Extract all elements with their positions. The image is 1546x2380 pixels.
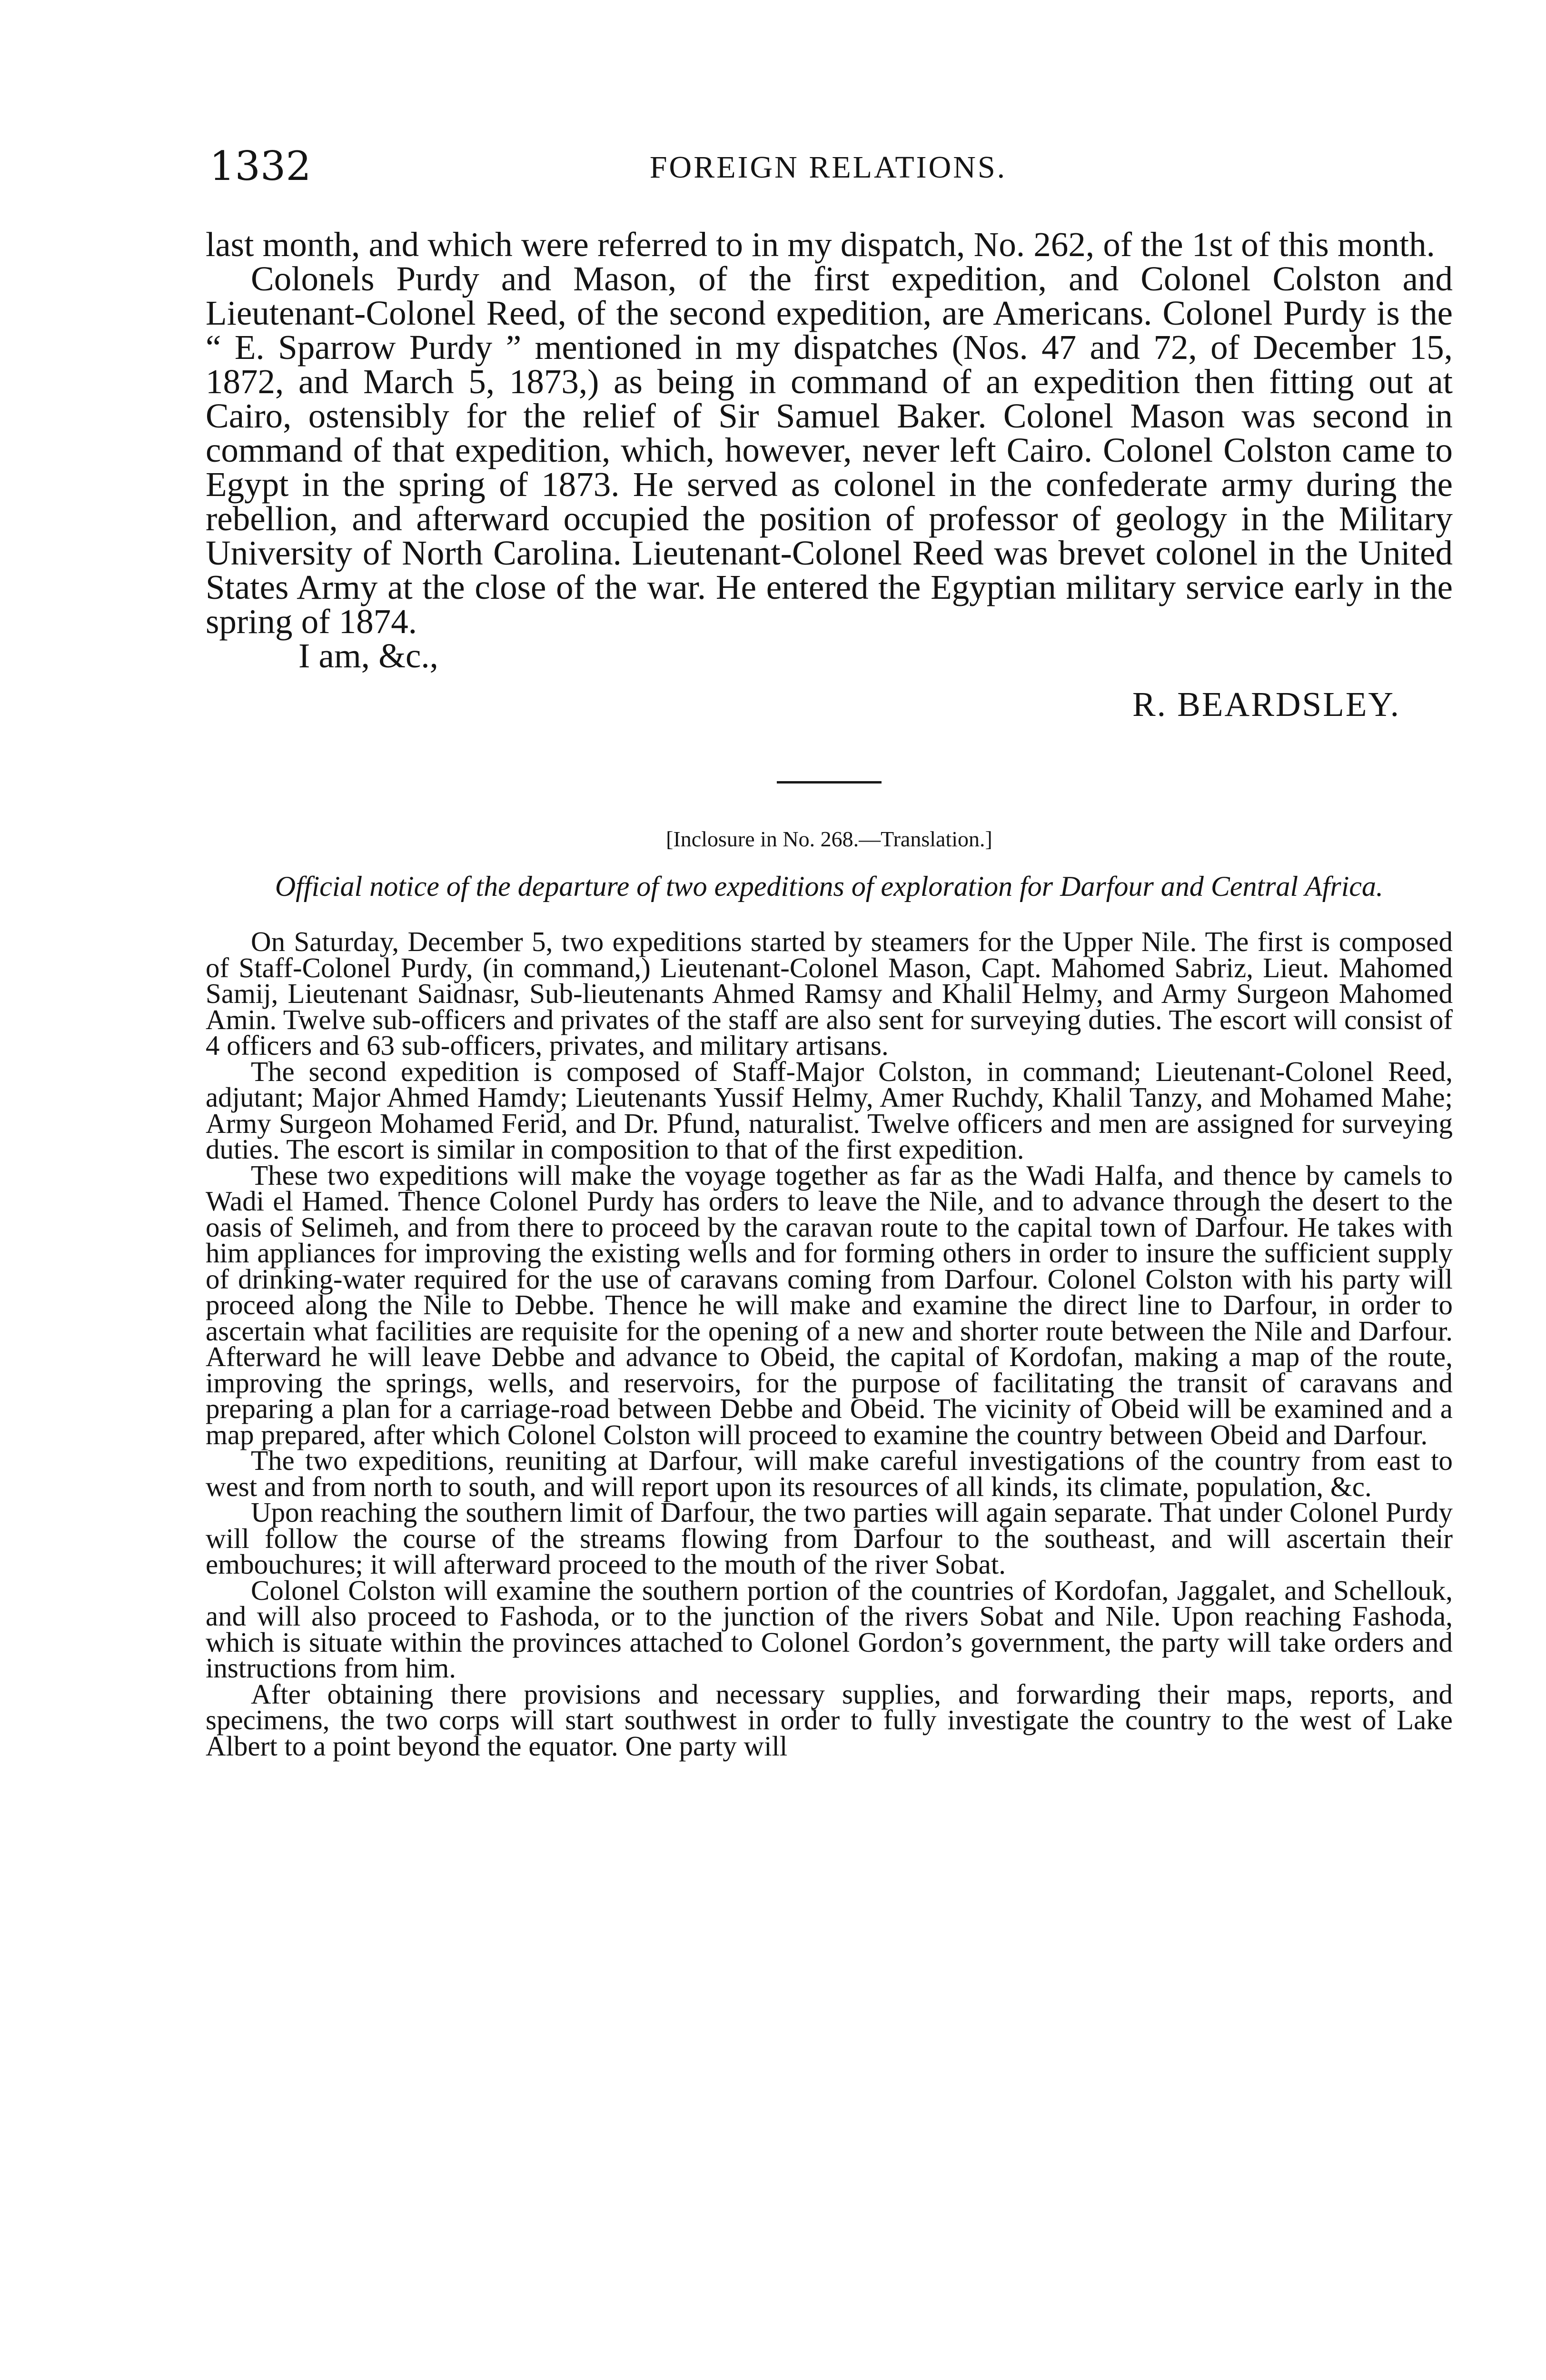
section-divider: [777, 781, 882, 783]
letter-paragraph: Colonels Purdy and Mason, of the first expedition, and Colonel Colston and Lieutenant-Colonel Reed, of the second expedition, are Americans. Colonel Purdy is the “ E. Sparrow Purdy ” mentioned in my dispatches (Nos. 47 and 72, of December 15, 1872, and March 5, 1873,) as being in command of an expedition then fitting out at Cairo, ostensibly for the relief of Sir Samuel Baker. Colonel Mason was second in command of that expedition, which, however, never left Cairo. Colonel Colston came to Egypt in the spring of 1873. He served as colonel in the confederate army during the rebellion, and afterward occupied the position of professor of geology in the Military University of North Carolina. Lieutenant-Colonel Reed was brevet colonel in the United States Army at the close of the war. He entered the Egyptian military service early in the spring of 1874.: [206, 259, 1453, 641]
letter: [206, 225, 1453, 724]
page-body: [206, 225, 1453, 1762]
notice-paragraph: The two expeditions, reuniting at Darfour, will make careful investigations of the country from east to west and from north to south, and will report upon its resources of all kinds, its climate, population, &c.: [206, 1445, 1453, 1502]
letter-paragraph-continued: last month, and which were referred to in my dispatch, No. 262, of the 1st of this month.: [206, 225, 1435, 264]
enclosure-label: [Inclosure in No. 268.—Translation.]: [666, 827, 992, 851]
page-number: 1332: [209, 143, 311, 189]
enclosure: [206, 826, 1453, 1762]
signature: R. BEARDSLEY.: [1132, 685, 1400, 724]
notice-paragraph: Upon reaching the southern limit of Darfour, the two parties will again separate. That under Colonel Purdy will follow the course of the streams flowing from Darfour to the southeast, and will ascertain their embouchures; it will afterward proceed to the mouth of the river Sobat.: [206, 1497, 1453, 1580]
notice-paragraph: On Saturday, December 5, two expeditions started by steamers for the Upper Nile. The first is composed of Staff-Colonel Purdy, (in command,) Lieutenant-Colonel Mason, Capt. Mahomed Sabriz, Lieut. Mahomed Samij, Lieutenant Saidnasr, Sub-lieutenants Ahmed Ramsy and Khalil Helmy, and Army Surgeon Mahomed Amin. Twelve sub-officers and privates of the staff are also sent for surveying duties. The escort will consist of 4 officers and 63 sub-officers, privates, and military artisans.: [206, 926, 1453, 1061]
notice-paragraph: The second expedition is composed of Staff-Major Colston, in command; Lieutenant-Colonel Reed, adjutant; Major Ahmed Hamdy; Lieutenants Yussif Helmy, Amer Ruchdy, Khalil Tanzy, and Mohamed Mahe; Army Surgeon Mohamed Ferid, and Dr. Pfund, naturalist. Twelve officers and men are assigned for surveying duties. The escort is similar in composition to that of the first expedition.: [206, 1055, 1453, 1165]
notice-paragraph: Colonel Colston will examine the southern portion of the countries of Kordofan, Jaggalet, and Schellouk, and will also proceed to Fashoda, or to the junction of the rivers Sobat and Nile. Upon reaching Fashoda, which is situate within the provinces attached to Colonel Gordon’s government, the party will take orders and instructions from him.: [206, 1574, 1453, 1684]
letter-closing: I am, &c.,: [298, 636, 438, 675]
running-head: FOREIGN RELATIONS.: [649, 150, 1007, 185]
notice-title: Official notice of the departure of two expeditions of exploration for Darfour and Central Africa.: [275, 871, 1384, 902]
notice-paragraph: After obtaining there provisions and necessary supplies, and forwarding their maps, reports, and specimens, the two corps will start southwest in order to fully investigate the country to the west of Lake Albert to a point beyond the equator. One party will: [206, 1678, 1453, 1762]
page-header: [209, 143, 1447, 200]
notice-paragraph: These two expeditions will make the voyage together as far as the Wadi Halfa, and thence by camels to Wadi el Hamed. Thence Colonel Purdy has orders to leave the Nile, and to advance through the desert to the oasis of Selimeh, and from there to proceed by the caravan route to the capital town of Darfour. He takes with him appliances for improving the existing wells and for forming others in order to insure the sufficient supply of drinking-water required for the use of caravans coming from Darfour. Colonel Colston with his party will proceed along the Nile to Debbe. Thence he will make and examine the direct line to Darfour, in order to ascertain what facilities are requisite for the opening of a new and shorter route between the Nile and Darfour. Afterward he will leave Debbe and advance to Obeid, the capital of Kordofan, making a map of the route, improving the springs, wells, and reservoirs, for the purpose of facilitating the transit of caravans and preparing a plan for a carriage-road between Debbe and Obeid. The vicinity of Obeid will be examined and a map prepared, after which Colonel Colston will proceed to examine the country between Obeid and Darfour.: [206, 1159, 1453, 1450]
